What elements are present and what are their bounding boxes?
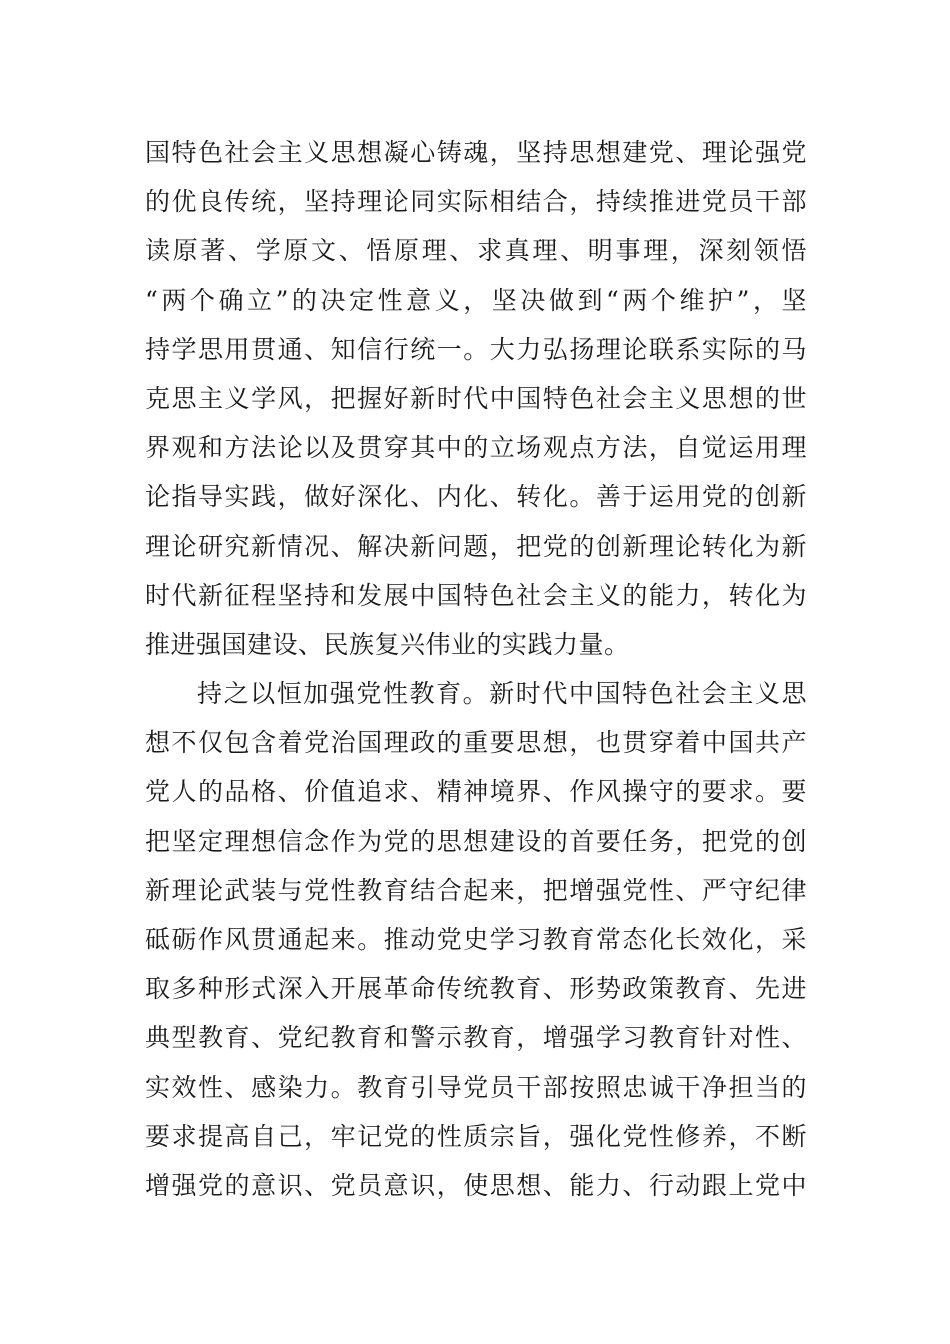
text-line: 理论研究新情况、解决新问题，把党的创新理论转化为新 <box>145 531 807 561</box>
text-line: 想不仅包含着党治国理政的重要思想，也贯穿着中国共产 <box>145 728 807 758</box>
text-line: 持学思用贯通、知信行统一。大力弘扬理论联系实际的马 <box>145 334 807 364</box>
body-text <box>145 128 807 1210</box>
text-line: 砥砺作风贯通起来。推动党史学习教育常态化长效化，采 <box>145 925 807 954</box>
text-line: 实效性、感染力。教育引导党员干部按照忠诚干净担当的 <box>145 1072 807 1102</box>
text-line: 的优良传统，坚持理论同实际相结合，持续推进党员干部 <box>145 187 807 217</box>
text-line: 增强党的意识、党员意识，使思想、能力、行动跟上党中 <box>145 1170 807 1200</box>
text-line: 新理论武装与党性教育结合起来，把增强党性、严守纪律 <box>145 875 807 905</box>
text-line: 时代新征程坚持和发展中国特色社会主义的能力，转化为 <box>145 580 807 610</box>
text-line: 论指导实践，做好深化、内化、转化。善于运用党的创新 <box>145 482 807 512</box>
text-line: 要求提高自己，牢记党的性质宗旨，强化党性修养，不断 <box>145 1121 807 1151</box>
paragraph-first-line: 持之以恒加强党性教育。新时代中国特色社会主义思 <box>197 679 807 709</box>
text-line: 取多种形式深入开展革命传统教育、形势政策教育、先进 <box>145 974 807 1004</box>
text-line: 推进强国建设、民族复兴伟业的实践力量。 <box>145 629 630 659</box>
text-line: 克思主义学风，把握好新时代中国特色社会主义思想的世 <box>145 383 807 413</box>
text-line: 党人的品格、价值追求、精神境界、作风操守的要求。要 <box>145 777 807 807</box>
text-line: 把坚定理想信念作为党的思想建设的首要任务，把党的创 <box>145 826 807 856</box>
text-line: 读原著、学原文、悟原理、求真理、明事理，深刻领悟 <box>145 236 807 266</box>
text-line: 国特色社会主义思想凝心铸魂，坚持思想建党、理论强党 <box>145 138 807 167</box>
text-line: 典型教育、党纪教育和警示教育，增强学习教育针对性、 <box>145 1023 807 1053</box>
text-line: 界观和方法论以及贯穿其中的立场观点方法，自觉运用理 <box>145 433 807 463</box>
text-line: “两个确立”的决定性意义，坚决做到“两个维护”，坚 <box>145 285 807 315</box>
